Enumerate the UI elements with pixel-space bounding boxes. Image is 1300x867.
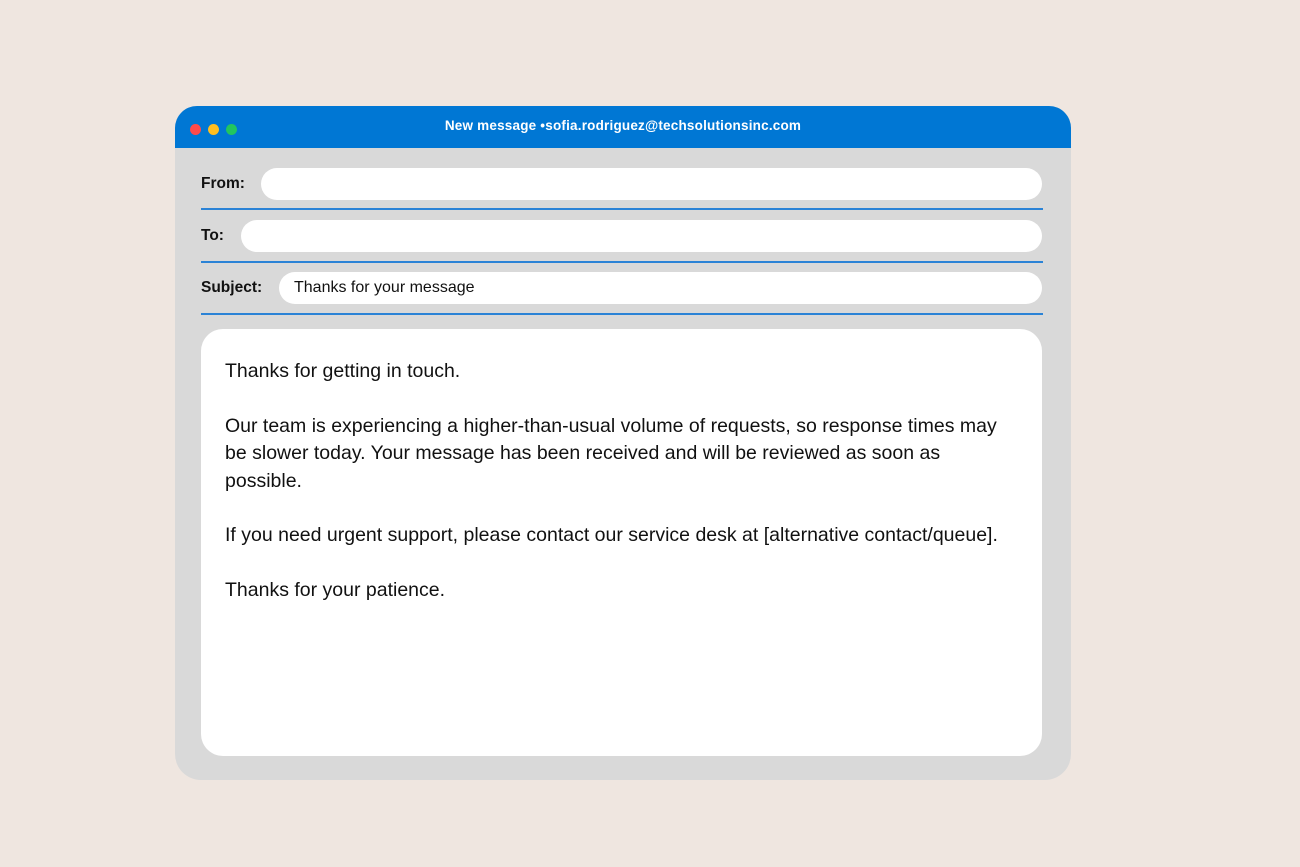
to-field[interactable] xyxy=(241,220,1042,252)
window-title: New message •sofia.rodriguez@techsolutionsinc.com xyxy=(444,118,802,133)
body-paragraph: If you need urgent support, please contact our service desk at [alternative contact/queue]. xyxy=(225,524,998,546)
subject-field[interactable]: Thanks for your message xyxy=(279,272,1042,304)
title-bar xyxy=(175,106,1071,148)
body-paragraph: Thanks for getting in touch. xyxy=(225,360,461,382)
body-paragraph: Our team is experiencing a higher-than-usual volume of requests, so response times may be slower today. Your message has been received and will be reviewed as soon as possible. xyxy=(225,414,997,492)
from-row xyxy=(201,168,1042,200)
email-compose-window xyxy=(175,106,1071,780)
from-field[interactable] xyxy=(261,168,1042,200)
to-label: To: xyxy=(201,227,224,244)
divider xyxy=(201,261,1043,263)
to-row xyxy=(201,220,1042,252)
message-body[interactable] xyxy=(201,329,1042,756)
subject-row xyxy=(201,272,1042,304)
body-paragraph: Thanks for your patience. xyxy=(225,578,446,601)
subject-label: Subject: xyxy=(201,279,263,296)
divider xyxy=(201,313,1043,315)
from-label: From: xyxy=(201,175,245,192)
divider xyxy=(201,208,1043,210)
